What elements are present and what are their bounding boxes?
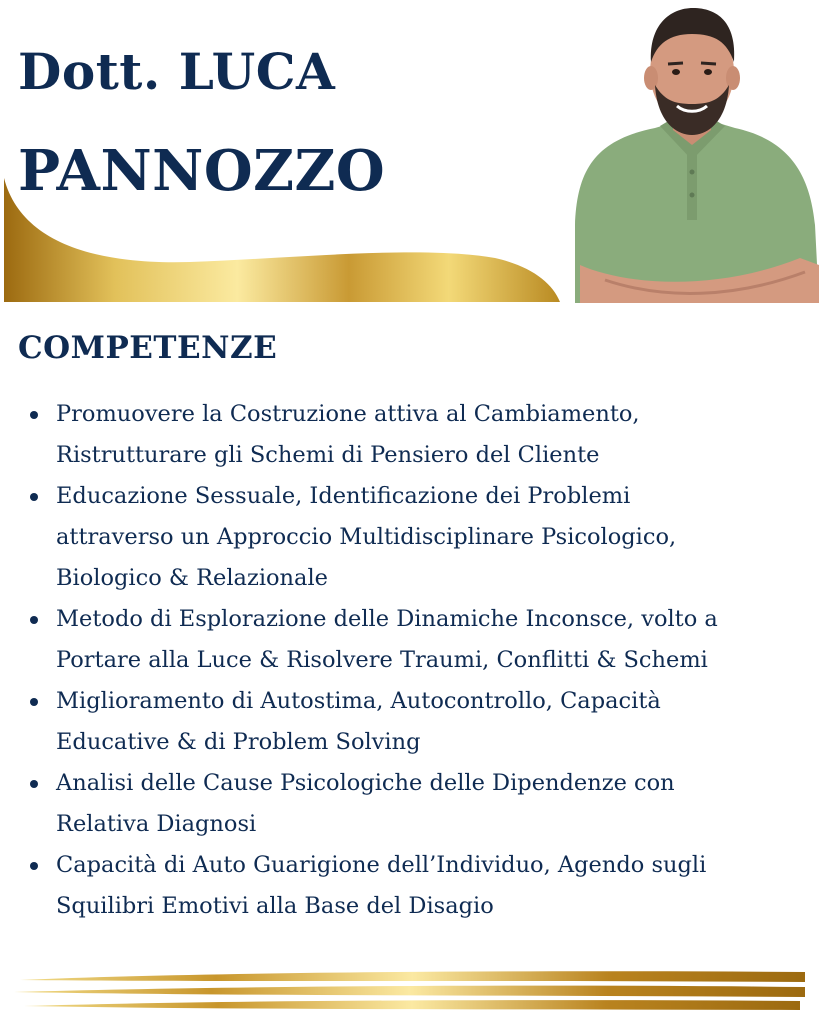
list-item-line: Ristrutturare gli Schemi di Pensiero del Cliente xyxy=(56,442,600,468)
list-item-line: Educative & di Problem Solving xyxy=(56,729,421,755)
bullet-icon xyxy=(30,862,38,870)
list-item-line: Portare alla Luce & Risolvere Traumi, Conflitti & Schemi xyxy=(56,647,708,673)
list-item-line: Metodo di Esplorazione delle Dinamiche Inconsce, volto a xyxy=(56,606,718,632)
list-item xyxy=(28,476,803,599)
list-item-line: Biologico & Relazionale xyxy=(56,565,328,591)
portrait-photo xyxy=(565,0,819,303)
list-item xyxy=(28,681,803,763)
competenze-list xyxy=(28,394,803,927)
doctor-name-last: PANNOZZO xyxy=(18,138,386,204)
bullet-icon xyxy=(30,780,38,788)
portrait-illustration xyxy=(565,0,819,303)
list-item-line: Miglioramento di Autostima, Autocontrollo, Capacità xyxy=(56,688,661,714)
section-title-competenze: COMPETENZE xyxy=(18,330,278,366)
bullet-icon xyxy=(30,411,38,419)
list-item xyxy=(28,845,803,927)
gold-stripes-decoration xyxy=(10,966,810,1016)
doctor-name-first: Dott. LUCA xyxy=(18,42,336,101)
bullet-icon xyxy=(30,698,38,706)
list-item-line: attraverso un Approccio Multidisciplinare Psicologico, xyxy=(56,524,677,550)
bullet-icon xyxy=(30,616,38,624)
list-item-line: Relativa Diagnosi xyxy=(56,811,257,837)
list-item-line: Educazione Sessuale, Identificazione dei Problemi xyxy=(56,483,631,509)
list-item xyxy=(28,394,803,476)
list-item xyxy=(28,763,803,845)
bullet-icon xyxy=(30,493,38,501)
header xyxy=(0,0,819,305)
list-item-line: Capacità di Auto Guarigione dell’Individuo, Agendo sugli xyxy=(56,852,707,878)
list-item-line: Analisi delle Cause Psicologiche delle Dipendenze con xyxy=(56,770,675,796)
list-item xyxy=(28,599,803,681)
list-item-line: Promuovere la Costruzione attiva al Cambiamento, xyxy=(56,401,640,427)
list-item-line: Squilibri Emotivi alla Base del Disagio xyxy=(56,893,494,919)
